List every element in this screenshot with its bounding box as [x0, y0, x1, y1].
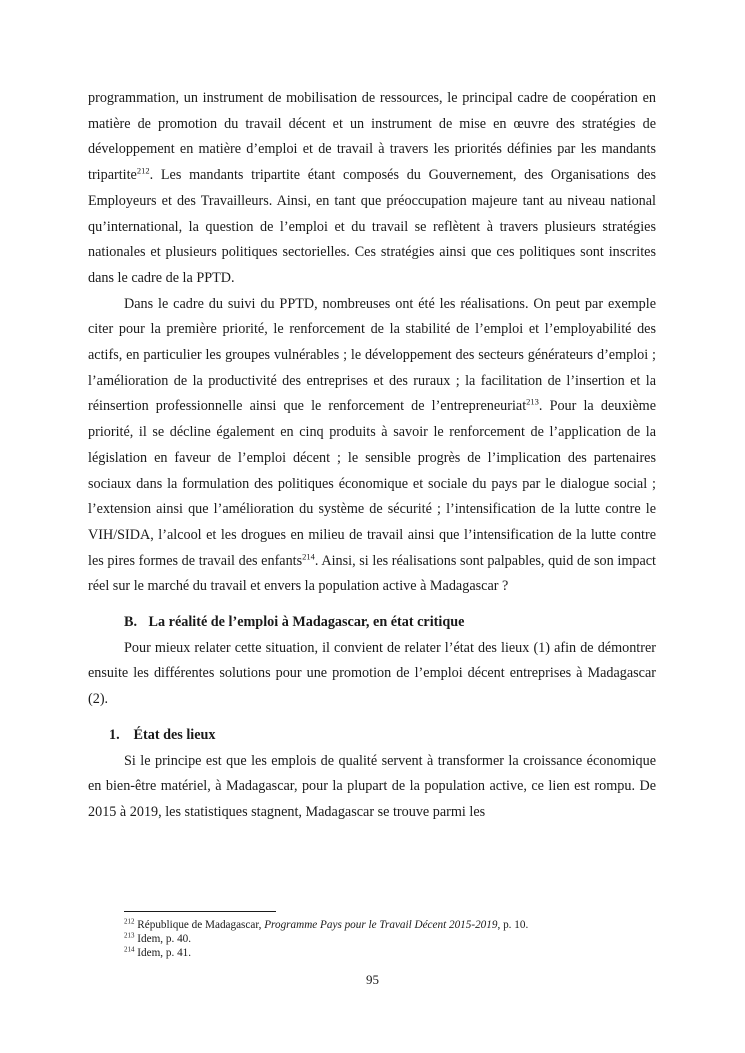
subsection-title: État des lieux	[133, 726, 216, 743]
footnote-ref-213[interactable]: 213	[526, 396, 539, 407]
footnote-212	[124, 918, 664, 932]
footnote-text: République de Madagascar,	[137, 919, 265, 931]
section-title: La réalité de l’emploi à Madagascar, en état critique	[148, 614, 465, 631]
page-number: 95	[366, 972, 379, 987]
footnote-214	[124, 946, 664, 960]
footnote-title: Programme Pays pour le Travail Décent 2015-2019	[264, 919, 498, 931]
footnote-text-end: , p. 10.	[497, 919, 529, 931]
footnote-number: 214	[124, 945, 135, 954]
subsection-heading-1	[88, 723, 656, 749]
footnote-ref-214[interactable]: 214	[302, 550, 315, 561]
paragraph-3: Pour mieux relater cette situation, il convient de relater l’état des lieux (1) afin de démontrer ensuite les différentes solutions pour une promotion de l’emploi décent entreprises à Madagascar (2).	[88, 639, 656, 708]
section-number: B.	[124, 614, 138, 631]
footnote-divider	[124, 911, 276, 912]
footnote-ref-212[interactable]: 212	[136, 165, 150, 176]
footnote-text: Idem, p. 40.	[137, 933, 192, 945]
paragraph-2-text-a: Dans le cadre du suivi du PPTD, nombreuses ont été les réalisations. On peut par exemple citer pour la première priorité, le renforcement de la stabilité de l’emploi et l’employabilité des actifs, en particulier les groupes vulnérables ; le développement des secteurs générateurs d’emploi ; l’amélioration de la productivité des entreprises et des ruraux ; la facilitation de l’insertion et la réinsertion professionnelle ainsi que le renforcement de l’entrepreneuriat	[88, 295, 656, 415]
paragraph-4: Si le principe est que les emplois de qualité servent à transformer la croissance économique en bien-être matériel, à Madagascar, pour la plupart de la population active, ce lien est rompu. De 2015 à 2019, les statistiques stagnent, Madagascar se trouve parmi les	[88, 752, 656, 820]
subsection-number: 1.	[109, 726, 120, 743]
footnotes	[124, 918, 664, 960]
page-body	[88, 86, 656, 826]
paragraph-2-text-b: . Pour la deuxième priorité, il se décline également en cinq produits à savoir le renforcement de l’application de la législation en faveur de l’emploi décent ; le sensible progrès de l’implication des partenaires sociaux dans la formulation des politiques économique et sociale du pays par le dialogue social ; l’extension ainsi que l’amélioration du système de sécurité ; l’intensification de la lutte contre le VIH/SIDA, l’alcool et les drogues en milieu de travail ainsi que l’intensification de la lutte contre les pires formes de travail des enfants	[88, 398, 656, 569]
paragraph-1-text-b: . Les mandants tripartite étant composés du Gouvernement, des Organisations des Employeurs et des Travailleurs. Ainsi, en tant que préoccupation majeure tant au niveau national qu’international, la question de l’emploi et du travail se reflètent à travers plusieurs stratégies nationales et plusieurs politiques sectorielles. Ces stratégies ainsi que ces politiques sont inscrites dans le cadre de la PPTD.	[88, 167, 656, 286]
footnote-text: Idem, p. 41.	[137, 947, 192, 959]
footnote-number: 213	[124, 931, 135, 940]
footnote-number: 212	[124, 917, 135, 926]
section-heading-b	[88, 610, 656, 636]
paragraph-2-text-c: . Ainsi, si les réalisations sont palpables, quid de son impact réel sur le marché du travail et envers la population active à Madagascar ?	[88, 552, 656, 595]
paragraph-2	[88, 292, 656, 600]
paragraph-1-text-a: programmation, un instrument de mobilisation de ressources, le principal cadre de coopération en matière de promotion du travail décent et un instrument de mise en œuvre des stratégies de développement en matière d’emploi et de travail à travers les priorités définies par les mandants tripartite	[88, 90, 656, 184]
paragraph-1	[88, 86, 656, 292]
footnote-213	[124, 932, 664, 946]
